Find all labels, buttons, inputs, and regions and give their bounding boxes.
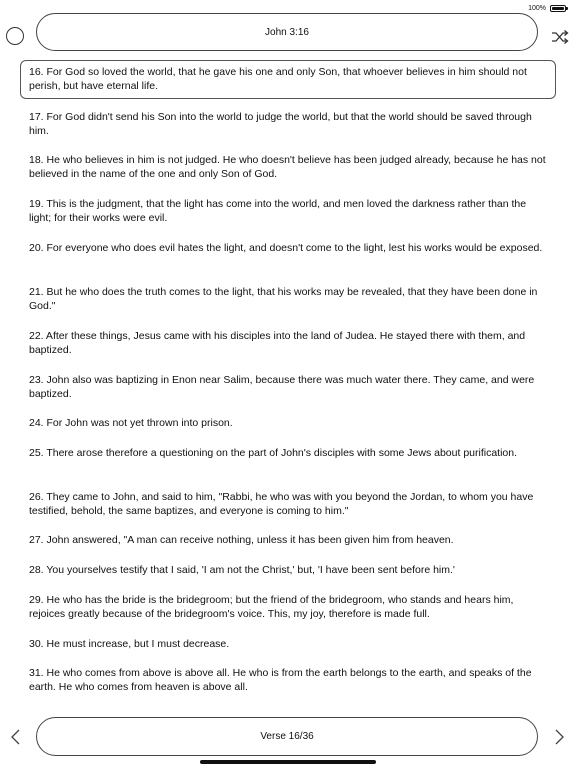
home-indicator	[200, 760, 376, 764]
verse-item-27[interactable]: 27. John answered, "A man can receive nothing, unless it has been given him from heaven.	[29, 534, 454, 546]
verse-item-22[interactable]: 22. After these things, Jesus came with his disciples into the land of Judea. He stayed there with them, and baptized.	[29, 330, 526, 356]
shuffle-icon[interactable]	[551, 29, 569, 45]
reference-title-button[interactable]	[36, 13, 538, 51]
verse-item-19[interactable]: 19. This is the judgment, that the light has come into the world, and men loved the darkness rather than the light; for their works were evil.	[29, 198, 527, 224]
verse-item-25[interactable]: 25. There arose therefore a questioning on the part of John's disciples with some Jews about purification.	[29, 447, 518, 459]
verse-item-17[interactable]: 17. For God didn't send his Son into the world to judge the world, but that the world should be saved through him.	[29, 111, 532, 137]
verse-item-31[interactable]: 31. He who comes from above is above all. He who is from the earth belongs to the earth, and speaks of the earth. He who comes from heaven is above all.	[29, 667, 532, 693]
verse-item-30[interactable]: 30. He must increase, but I must decrease.	[29, 638, 230, 650]
verse-item-20[interactable]: 20. For everyone who does evil hates the light, and doesn't come to the light, lest his works would be exposed.	[29, 242, 543, 254]
verse-item-29[interactable]: 29. He who has the bride is the bridegroom; but the friend of the bridegroom, who stands and hears him, rejoices greatly because of the bridegroom's voice. This, my joy, therefore is made full.	[29, 594, 514, 620]
verse-item-26[interactable]: 26. They came to John, and said to him, "Rabbi, he who was with you beyond the Jordan, to whom you have testified, behold, the same baptizes, and everyone is coming to him."	[29, 491, 534, 517]
verse-item-23[interactable]: 23. John also was baptizing in Enon near Salim, because there was much water there. They came, and were baptized.	[29, 374, 535, 400]
battery-percentage: 100%	[528, 4, 546, 12]
verse-item-28[interactable]: 28. You yourselves testify that I said, 'I am not the Christ,' but, 'I have been sent before him.'	[29, 564, 455, 576]
battery-fill	[552, 7, 564, 10]
chevron-right-icon[interactable]	[551, 727, 567, 747]
battery-icon	[550, 5, 566, 12]
status-bar	[528, 2, 566, 14]
verse-item-16[interactable]: 16. For God so loved the world, that he gave his one and only Son, that whoever believes in him should not perish, but have eternal life.	[20, 60, 556, 99]
circle-icon[interactable]	[6, 27, 24, 45]
reference-title: John 3:16	[265, 26, 309, 38]
verse-indicator-button[interactable]	[36, 717, 538, 756]
verse-item-18[interactable]: 18. He who believes in him is not judged. He who doesn't believe has been judged already, because he has not believed in the name of the one and only Son of God.	[29, 154, 546, 180]
verse-indicator: Verse 16/36	[260, 731, 314, 742]
chevron-left-icon[interactable]	[8, 727, 24, 747]
verse-item-24[interactable]: 24. For John was not yet thrown into prison.	[29, 417, 233, 429]
verse-item-21[interactable]: 21. But he who does the truth comes to the light, that his works may be revealed, that they have been done in God."	[29, 286, 538, 312]
